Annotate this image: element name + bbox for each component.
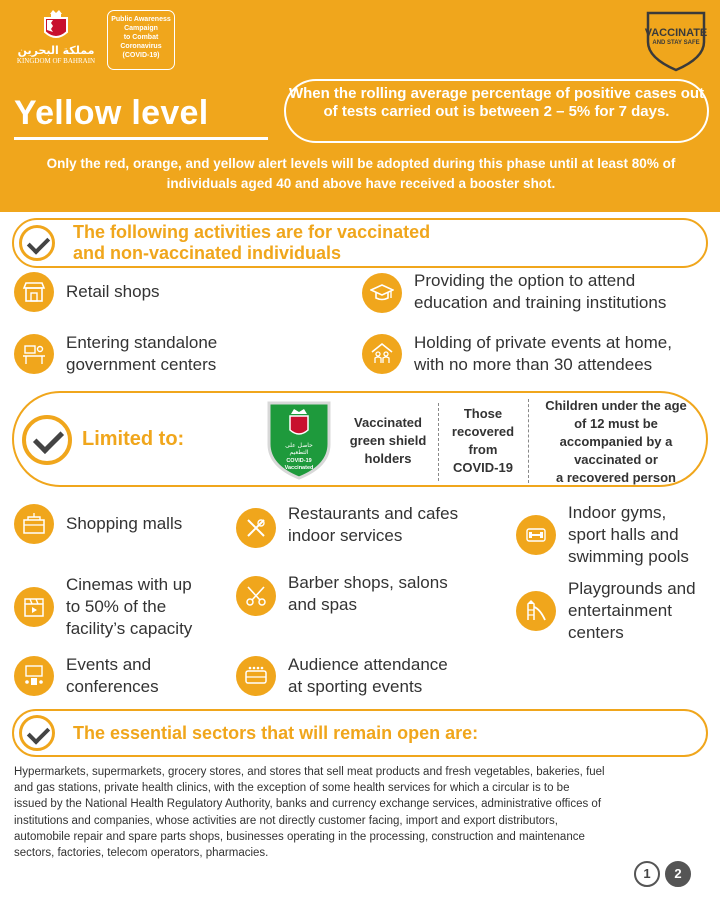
children-rule-text [530,397,702,487]
list-item [14,272,160,312]
essential-line: and gas stations, private health clinics, with the exception of some health services for which a circular is to be [14,782,570,795]
campaign-badge [107,10,175,70]
checkmark-icon [19,715,55,751]
essential-line: institutions and companies, whose activities are not directly customer facing, import and export distributors, [14,814,558,827]
kingdom-of-bahrain-logo [14,8,98,74]
item-line: indoor services [288,526,403,545]
intro-text: Only the red, orange, and yellow alert levels will be adopted during this phase until at least 80% of individuals aged 40 and above have received a booster shot. [46,156,676,191]
conference-podium-icon [14,656,54,696]
badge-title: VACCINATE [644,27,708,39]
crown-emblem-icon [41,8,71,44]
item-label [568,502,689,568]
vaccinate-stay-safe-badge [640,10,712,72]
essential-line: issued by the National Health Regulatory Authority, banks and currency exchange services, administrative offices of [14,798,602,811]
shield-arabic-text [266,442,332,456]
item-line: Cinemas with up [66,575,192,594]
col-line: a recovered person [556,470,676,485]
gym-icon [516,515,556,555]
item-line: Indoor gyms, [568,503,667,522]
logo-arabic-text: مملكة البحرين [17,44,95,57]
item-line: education and training institutions [414,293,667,312]
col-line: from [468,442,498,457]
divider [438,403,439,481]
item-label [288,572,448,616]
item-line: Shopping malls [66,514,183,533]
condition-pill: When the rolling average percentage of positive cases out of tests carried out is between 2 – 5% for 7 days. [284,79,709,143]
list-item [362,332,672,376]
item-line: Entering standalone [66,333,218,352]
section-title-essential: The essential sectors that will remain open are: [73,723,479,743]
shield-line: Vaccinated [284,465,314,471]
item-line: Retail shops [66,282,160,301]
list-item [236,654,448,698]
item-label [288,654,448,698]
shopping-mall-icon [14,504,54,544]
list-item [236,573,448,616]
col-line: holders [364,451,412,466]
item-label [414,270,666,314]
campaign-line: to Combat [123,34,159,41]
vaccinated-holders-text [340,414,436,468]
col-line: vaccinated or [574,452,658,467]
cinema-clapper-icon [14,587,54,627]
section-title-line: The following activities are for vaccinated [73,222,431,242]
campaign-line: Coronavirus [120,43,162,50]
header-banner [0,0,720,212]
item-line: centers [568,623,624,642]
item-label [288,503,458,547]
essential-line: automobile repair and spare parts shops, businesses operating in the processing, construction and maintenance [14,830,585,843]
recovered-text [440,405,526,477]
item-line: Events and [66,655,152,674]
essential-line: sectors, factories, telecom operators, pharmacies. [14,847,269,860]
essential-sectors-text [14,764,714,861]
shield-line: التطعيم [289,449,309,456]
item-line: facility’s capacity [66,619,193,638]
page-2-indicator[interactable]: 2 [665,861,691,887]
shield-line: COVID-19 [286,458,312,464]
section-title-line: and non-vaccinated individuals [73,243,342,263]
title-underline [14,137,268,140]
campaign-line: (COVID-19) [122,52,160,59]
checkmark-icon [19,225,55,261]
badge-subtitle: AND STAY SAFE [652,40,700,46]
scissors-comb-icon [236,576,276,616]
item-label [414,332,672,376]
shield-english-text [266,458,332,472]
item-label [66,332,217,376]
item-line: Barber shops, salons [288,573,448,592]
green-shield-icon [266,400,332,480]
checkmark-icon [22,415,72,465]
list-item [362,272,666,314]
utensils-icon [236,508,276,548]
item-line: with no more than 30 attendees [414,355,653,374]
graduation-cap-icon [362,273,402,313]
item-line: entertainment [568,601,672,620]
item-label [568,578,696,644]
campaign-line: Campaign [124,25,158,32]
item-line: Audience attendance [288,655,448,674]
list-item [516,578,696,644]
col-line: Vaccinated [354,415,422,430]
list-item [516,502,689,568]
col-line: Children under the age [545,398,687,413]
item-line: at sporting events [288,677,423,696]
logo-english-text: KINGDOM OF BAHRAIN [16,57,96,65]
people-home-icon [362,334,402,374]
list-item [14,332,217,376]
section-title-all [73,222,430,264]
col-line: COVID-19 [453,460,513,475]
item-label [66,654,159,698]
col-line: Those [463,406,503,421]
col-line: of 12 must be [574,416,658,431]
item-line: Playgrounds and [568,579,696,598]
shield-line: حاصل على [285,442,313,449]
item-label [66,574,192,640]
divider [528,399,529,483]
list-item [14,654,159,698]
item-label [66,281,160,303]
page-1-indicator[interactable]: 1 [634,861,660,887]
playground-slide-icon [516,591,556,631]
item-line: government centers [66,355,217,374]
item-line: and spas [288,595,357,614]
col-line: accompanied by a [559,434,673,449]
item-line: to 50% of the [66,597,167,616]
campaign-line: Public Awareness [111,16,171,23]
item-line: Restaurants and cafes [288,504,459,523]
government-desk-icon [14,334,54,374]
item-line: sport halls and [568,525,679,544]
col-line: recovered [451,424,515,439]
essential-line: Hypermarkets, supermarkets, grocery stores, and stores that sell meat products and fresh vegetables, bakeries, fuel [14,766,605,778]
col-line: green shield [349,433,427,448]
list-item [14,504,182,544]
list-item [14,574,192,640]
shop-icon [14,272,54,312]
page-title: Yellow level [14,94,209,132]
item-line: conferences [66,677,159,696]
item-line: swimming pools [568,547,689,566]
item-line: Holding of private events at home, [414,333,672,352]
item-label [66,513,182,535]
stadium-icon [236,656,276,696]
item-line: Providing the option to attend [414,271,636,290]
limited-to-label: Limited to: [82,428,185,450]
list-item [236,504,459,548]
